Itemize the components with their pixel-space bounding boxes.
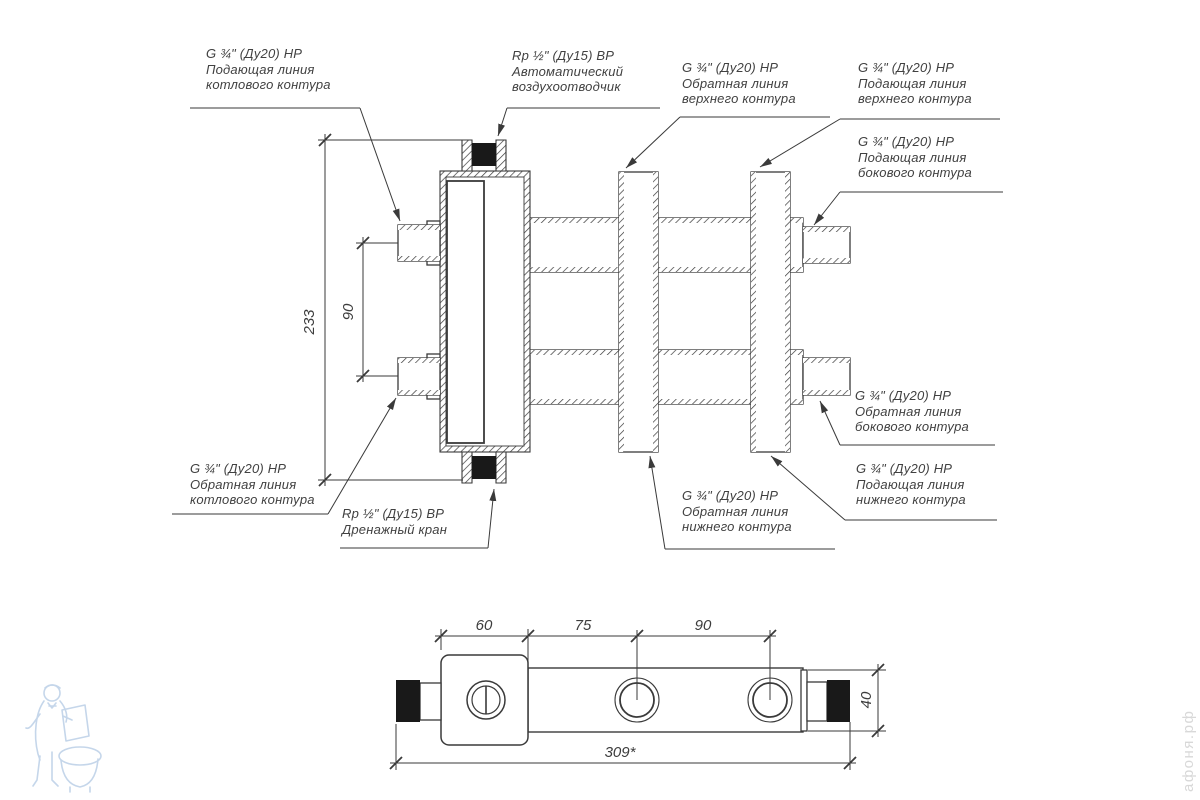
boiler-supply-pipe xyxy=(398,225,440,261)
leader-air-vent xyxy=(498,108,507,136)
callout-lower-return xyxy=(682,488,792,535)
callout-line: бокового контура xyxy=(855,419,969,434)
riser-return-body xyxy=(619,172,658,452)
plan-right-thread-nipple xyxy=(827,680,850,722)
callout-line: Обратная линия xyxy=(682,503,789,519)
boiler-return-stub xyxy=(398,354,440,399)
callout-line: Rp ½" (Ду15) ВР xyxy=(342,506,445,521)
air-vent-port xyxy=(462,140,506,171)
callout-line: G ¾" (Ду20) НР xyxy=(858,134,955,149)
air-vent-plug xyxy=(472,143,496,166)
callout-line: G ¾" (Ду20) НР xyxy=(682,488,779,503)
separator-baffle-plate xyxy=(447,181,484,443)
dimension-front-height: 233 xyxy=(301,309,318,335)
leader-side-supply xyxy=(814,192,840,225)
side-supply-nipple-body xyxy=(803,227,850,263)
callout-line: Подающая линия xyxy=(856,476,965,492)
callout-line: верхнего контура xyxy=(858,91,972,106)
plumber-bowtie xyxy=(48,703,56,708)
riser-pipe-return xyxy=(619,172,658,452)
callout-upper-return xyxy=(682,60,796,107)
dimension-plan-first-port: 75 xyxy=(574,617,592,634)
callout-boiler-supply xyxy=(206,46,331,93)
callout-line: G ¾" (Ду20) НР xyxy=(856,461,953,476)
callout-line: Автоматический xyxy=(512,63,624,79)
dimension-plan-body: 60 xyxy=(475,617,493,634)
callout-line: верхнего контура xyxy=(682,91,796,106)
callout-line: котлового контура xyxy=(190,492,315,507)
callout-boiler-return xyxy=(190,461,315,508)
plumber-legs xyxy=(33,752,58,786)
toilet-rim xyxy=(59,747,101,765)
callout-line: G ¾" (Ду20) НР xyxy=(206,46,303,61)
side-return-nipple-body xyxy=(803,358,850,395)
leader-boiler-supply xyxy=(360,108,400,221)
plan-left-thread-nipple xyxy=(396,680,420,722)
riser-supply-body xyxy=(751,172,790,452)
front-dimensions xyxy=(301,134,463,486)
callout-line: Обратная линия xyxy=(855,403,962,419)
leader-lower-return xyxy=(650,456,665,549)
callout-drain-valve xyxy=(342,506,447,537)
separator-body xyxy=(440,171,530,452)
drain-plug xyxy=(472,456,496,479)
plan-right-collar xyxy=(801,670,807,731)
dimension-front-port-spacing: 90 xyxy=(340,303,357,321)
plan-right-reducer xyxy=(807,682,827,721)
callout-side-return xyxy=(855,388,969,435)
callout-line: Подающая линия xyxy=(206,61,315,77)
side-return-nipple xyxy=(803,358,850,395)
callout-line: G ¾" (Ду20) НР xyxy=(858,60,955,75)
callout-air-vent xyxy=(512,48,623,95)
callout-line: G ¾" (Ду20) НР xyxy=(855,388,952,403)
callout-line: Обратная линия xyxy=(190,476,297,492)
boiler-supply-stub xyxy=(398,221,440,265)
callout-line: Дренажный кран xyxy=(342,521,448,537)
plan-view xyxy=(390,617,886,770)
callout-line: G ¾" (Ду20) НР xyxy=(682,60,779,75)
leader-upper-supply xyxy=(760,119,840,167)
plan-left-collar xyxy=(420,683,441,720)
callout-upper-supply xyxy=(858,60,972,107)
callout-line: Подающая линия xyxy=(858,149,967,165)
plumber-arms xyxy=(26,714,72,728)
callout-line: Rp ½" (Ду15) ВР xyxy=(512,48,615,63)
callout-line: Обратная линия xyxy=(682,75,789,91)
callout-line: нижнего контура xyxy=(682,519,792,534)
dimension-plan-port-spacing: 90 xyxy=(694,617,712,634)
callout-line: нижнего контура xyxy=(856,492,966,507)
callout-lower-supply xyxy=(856,461,966,508)
riser-pipe-supply xyxy=(751,172,790,452)
callout-line: котлового контура xyxy=(206,77,331,92)
leader-boiler-return xyxy=(328,398,396,514)
plan-drain-port xyxy=(467,681,505,719)
callout-line: воздухоотводчик xyxy=(512,79,621,94)
leader-side-return xyxy=(820,401,840,445)
side-supply-nipple xyxy=(803,227,850,263)
boiler-return-pipe xyxy=(398,358,440,395)
callout-line: бокового контура xyxy=(858,165,972,180)
callout-line: G ¾" (Ду20) НР xyxy=(190,461,287,476)
site-watermark-text: афоня.рф xyxy=(1180,709,1197,792)
callout-line: Подающая линия xyxy=(858,75,967,91)
drain-port xyxy=(462,452,506,483)
leader-drain-valve xyxy=(488,489,494,548)
leader-upper-return xyxy=(626,117,680,168)
dimension-plan-length: 309* xyxy=(604,744,636,761)
dimension-plan-depth: 40 xyxy=(858,691,875,709)
callout-side-supply xyxy=(858,134,972,181)
plumber-watermark xyxy=(26,685,101,792)
